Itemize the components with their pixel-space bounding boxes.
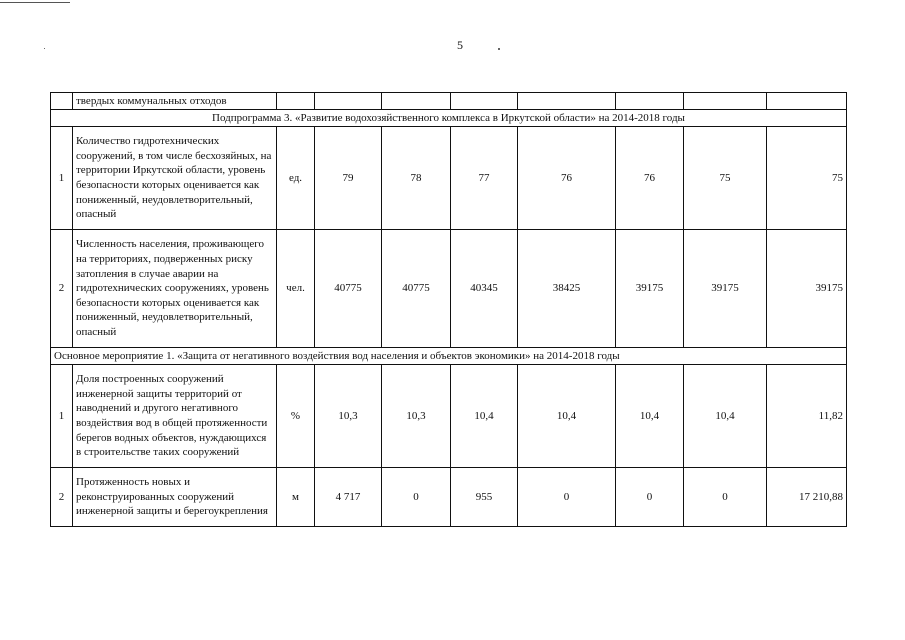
main-activity-title: Основное мероприятие 1. «Защита от негативного воздействия вод населения и объектов экономики» на 2014-2018 годы (51, 348, 847, 365)
value-cell (616, 93, 684, 110)
indicators-table (50, 92, 847, 527)
value-cell (315, 93, 382, 110)
row-number-cell (51, 93, 73, 110)
value-cell (518, 93, 616, 110)
scan-artifact-line (0, 2, 70, 3)
value-cell: 39175 (684, 230, 767, 348)
value-cell: 38425 (518, 230, 616, 348)
section-header-row (51, 348, 847, 365)
table-row (51, 127, 847, 230)
value-cell: 40775 (382, 230, 451, 348)
table-row (51, 93, 847, 110)
row-number: 2 (51, 468, 73, 527)
value-cell: 78 (382, 127, 451, 230)
value-cell: 40345 (451, 230, 518, 348)
value-cell (767, 93, 847, 110)
subprogram-title: Подпрограмма 3. «Развитие водохозяйственного комплекса в Иркутской области» на 2014-2018 годы (51, 110, 847, 127)
value-cell: 76 (616, 127, 684, 230)
value-cell: 79 (315, 127, 382, 230)
indicator-description: Протяженность новых и реконструированных сооружений инженерной защиты и берегоукрепления (73, 468, 277, 527)
value-cell: 76 (518, 127, 616, 230)
value-cell: 0 (616, 468, 684, 527)
value-cell: 0 (684, 468, 767, 527)
value-cell: 77 (451, 127, 518, 230)
scan-artifact-dot (498, 48, 500, 50)
unit-cell: % (277, 365, 315, 468)
table-row (51, 230, 847, 348)
unit-cell (277, 93, 315, 110)
value-cell: 10,4 (518, 365, 616, 468)
value-cell (382, 93, 451, 110)
indicator-description: твердых коммунальных отходов (73, 93, 277, 110)
value-cell: 10,4 (451, 365, 518, 468)
unit-cell: м (277, 468, 315, 527)
value-cell: 11,82 (767, 365, 847, 468)
value-cell: 17 210,88 (767, 468, 847, 527)
value-cell: 75 (767, 127, 847, 230)
value-cell: 10,4 (616, 365, 684, 468)
section-header-row (51, 110, 847, 127)
row-number: 2 (51, 230, 73, 348)
row-number: 1 (51, 365, 73, 468)
value-cell: 0 (518, 468, 616, 527)
value-cell: 75 (684, 127, 767, 230)
value-cell: 39175 (767, 230, 847, 348)
unit-cell: чел. (277, 230, 315, 348)
value-cell: 955 (451, 468, 518, 527)
value-cell: 10,4 (684, 365, 767, 468)
value-cell: 10,3 (315, 365, 382, 468)
indicator-description: Количество гидротехнических сооружений, в том числе бесхозяйных, на территории Иркутской области, уровень безопасности которых оценивается как пониженный, неудовлетворительный, опасный (73, 127, 277, 230)
indicator-description: Численность населения, проживающего на территориях, подверженных риску затопления в случае аварии на гидротехнических сооружениях, уровень безопасности которых оценивается как пониженный, неудовлетворительный, опасный (73, 230, 277, 348)
value-cell: 10,3 (382, 365, 451, 468)
value-cell (684, 93, 767, 110)
row-number: 1 (51, 127, 73, 230)
value-cell (451, 93, 518, 110)
scan-artifact-dot (44, 48, 45, 49)
unit-cell: ед. (277, 127, 315, 230)
indicator-description: Доля построенных сооружений инженерной защиты территорий от наводнений и другого негативного воздействия вод в общей протяженности берегов водных объектов, нуждающихся в строительстве таких сооружений (73, 365, 277, 468)
table-row (51, 468, 847, 527)
value-cell: 4 717 (315, 468, 382, 527)
value-cell: 39175 (616, 230, 684, 348)
page-number: 5 (457, 38, 463, 52)
value-cell: 0 (382, 468, 451, 527)
value-cell: 40775 (315, 230, 382, 348)
table-row (51, 365, 847, 468)
